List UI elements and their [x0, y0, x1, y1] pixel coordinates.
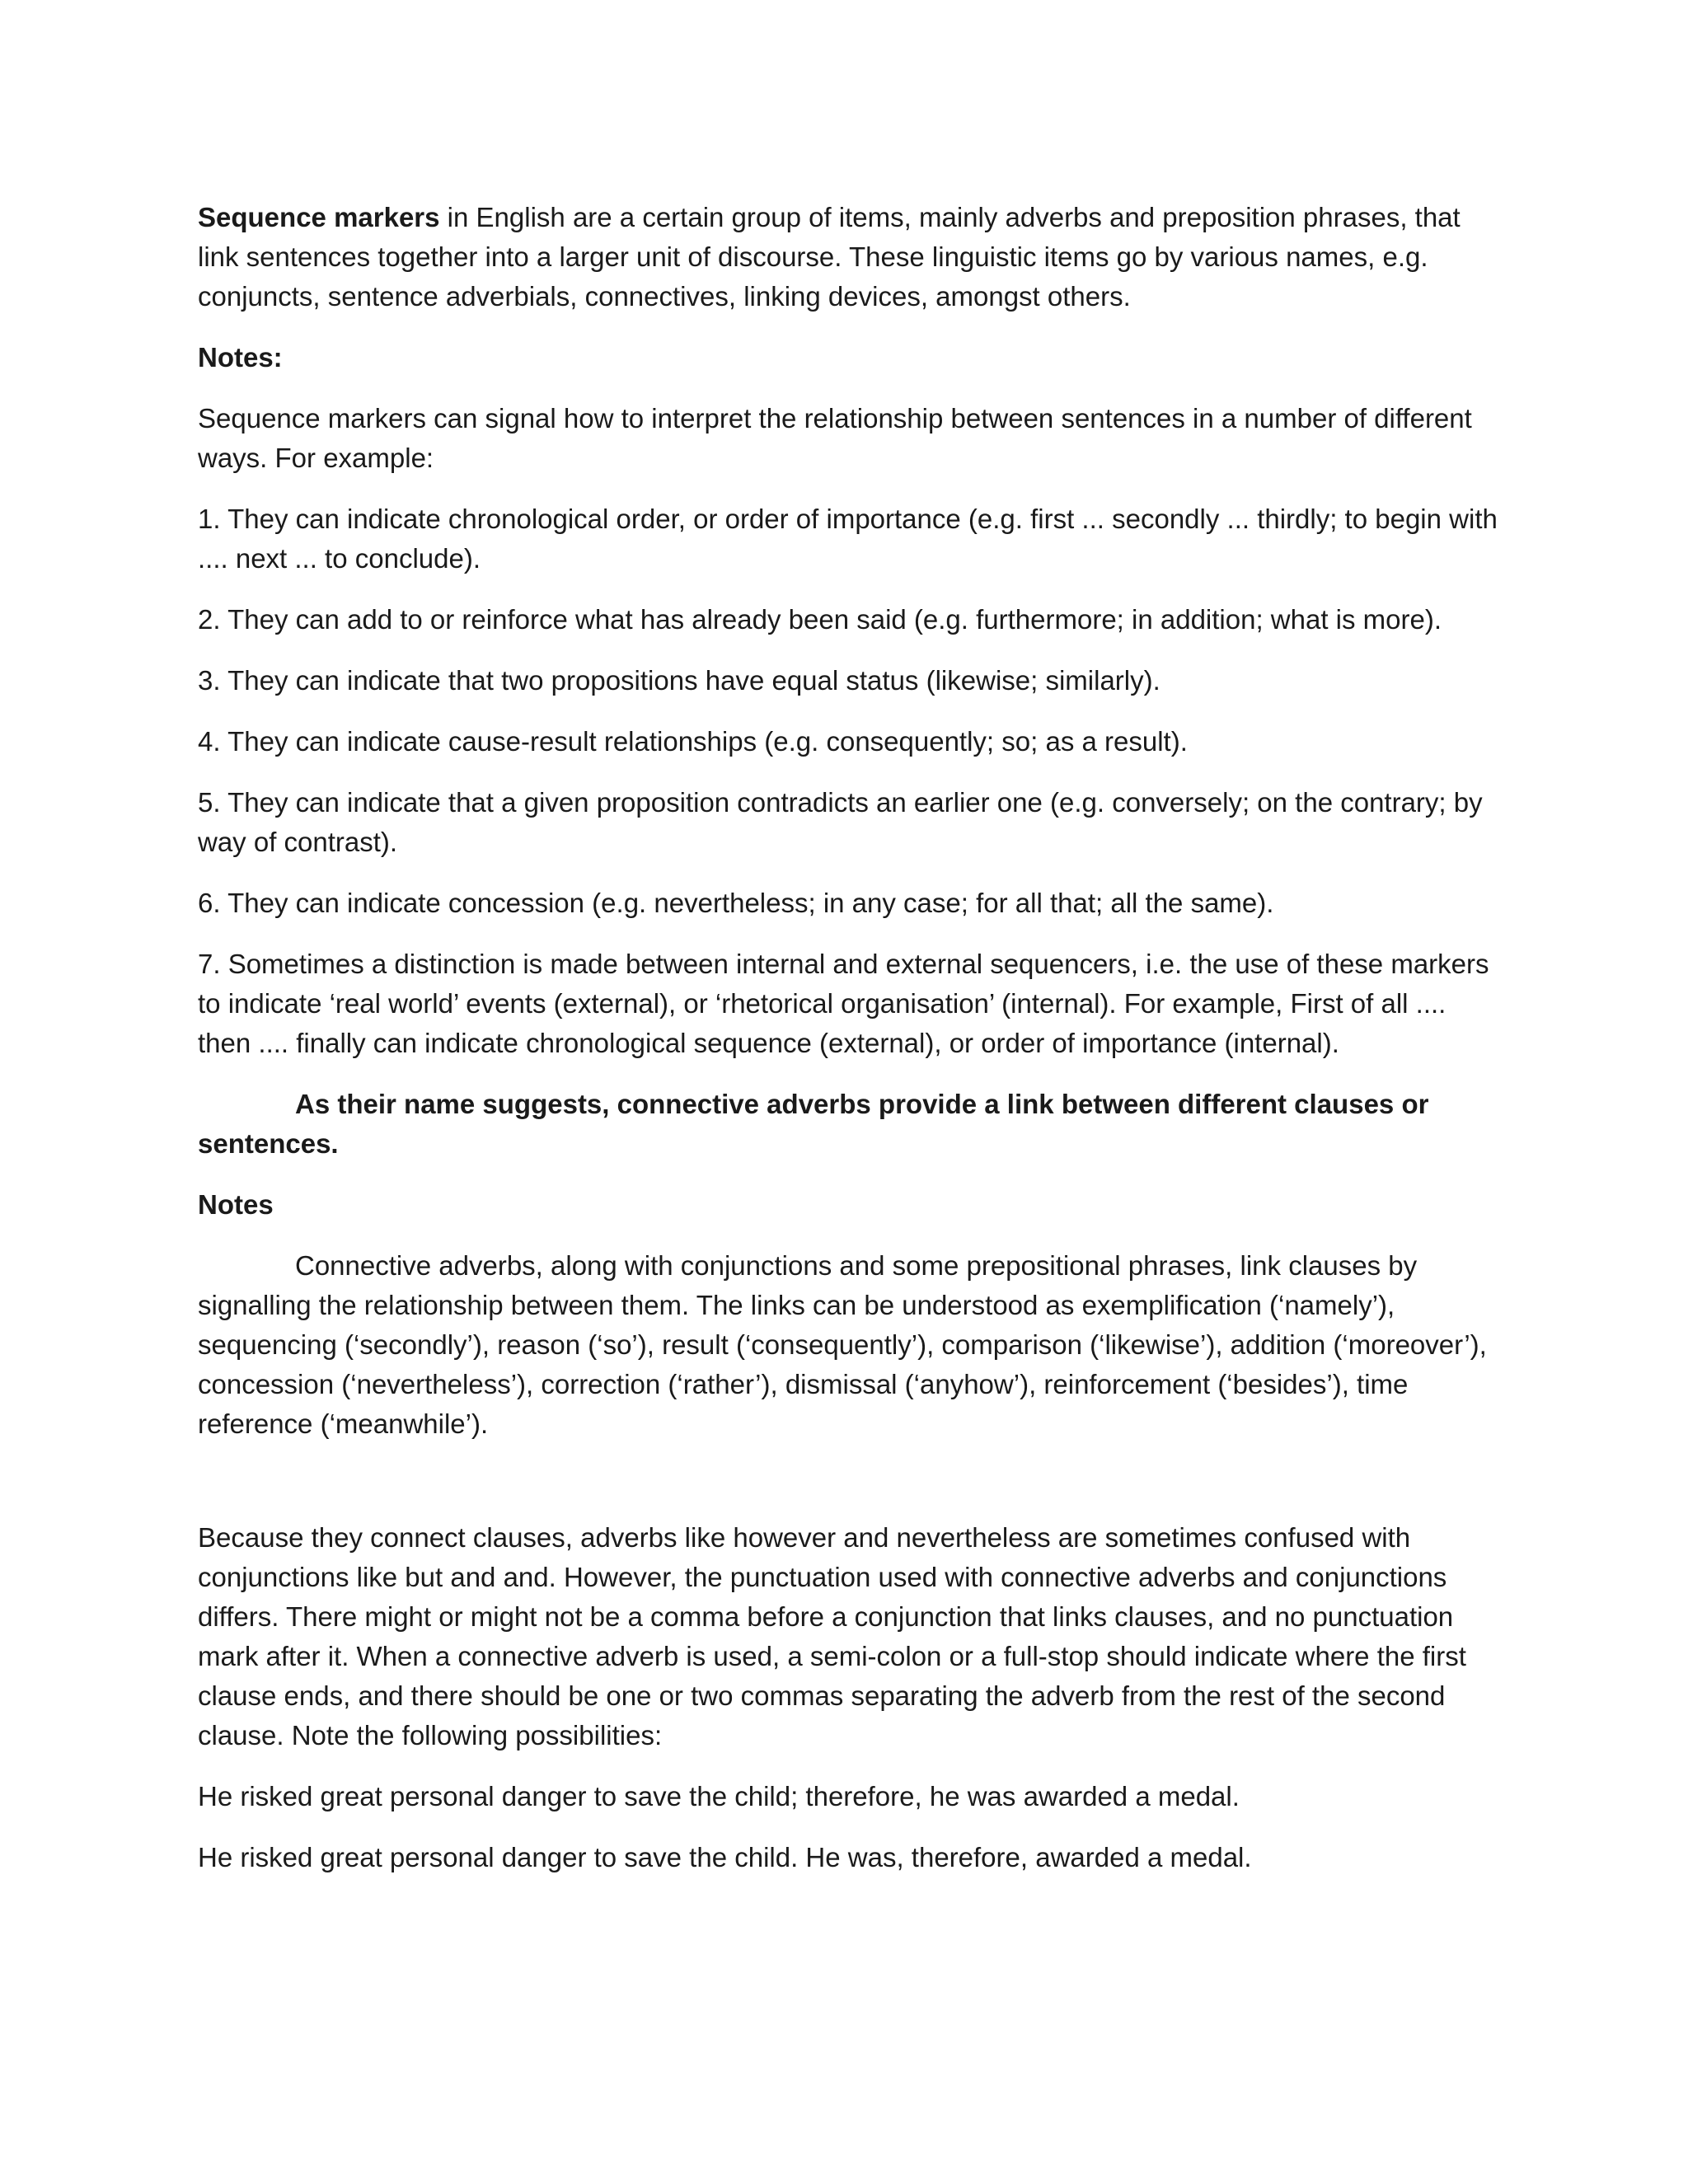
list-item: 6. They can indicate concession (e.g. nevertheless; in any case; for all that; all the same). — [198, 888, 1274, 918]
list-item: 3. They can indicate that two propositions have equal status (likewise; similarly). — [198, 665, 1160, 696]
document-page — [198, 198, 1500, 1899]
example-sentence: He risked great personal danger to save the child; therefore, he was awarded a medal. — [198, 1781, 1240, 1811]
notes-lead-paragraph: Sequence markers can signal how to interpret the relationship between sentences in a number of different ways. For example: — [198, 403, 1472, 473]
list-item: 5. They can indicate that a given proposition contradicts an earlier one (e.g. conversely; on the contrary; by way of contrast). — [198, 787, 1483, 857]
intro-paragraph — [198, 198, 1500, 316]
notes-heading-2: Notes — [198, 1189, 274, 1220]
list-item: 2. They can add to or reinforce what has already been said (e.g. furthermore; in addition; what is more). — [198, 604, 1442, 635]
punctuation-paragraph: Because they connect clauses, adverbs like however and nevertheless are sometimes confused with conjunctions like but and and. However, the punctuation used with connective adverbs and conjunctions differs. There might or might not be a comma before a conjunction that links clauses, and no punctuation mark after it. When a connective adverb is used, a semi-colon or a full-stop should indicate where the first clause ends, and there should be one or two commas separating the adverb from the rest of the second clause. Note the following possibilities: — [198, 1522, 1466, 1750]
connective-adverbs-paragraph: Connective adverbs, along with conjunctions and some prepositional phrases, link clauses by signalling the relationship between them. The links can be understood as exemplification (‘namely’), sequencing (‘secondly’), reason (‘so’), result (‘consequently’), comparison (‘likewise’), addition (‘moreover’), concession (‘nevertheless’), correction (‘rather’), dismissal (‘anyhow’), reinforcement (‘besides’), time reference (‘meanwhile’). — [198, 1250, 1487, 1439]
intro-term: Sequence markers — [198, 202, 440, 232]
notes-heading: Notes: — [198, 342, 283, 373]
list-item: 7. Sometimes a distinction is made between internal and external sequencers, i.e. the use of these markers to indicate ‘real world’ events (external), or ‘rhetorical organisation’ (internal). For example, First of all .... then .... finally can indicate chronological sequence (external), or order of importance (internal). — [198, 949, 1489, 1058]
list-item: 1. They can indicate chronological order, or order of importance (e.g. first ... secondly ... thirdly; to begin with .... next ... to conclude). — [198, 504, 1498, 574]
intro-text: in English are a certain group of items, mainly adverbs and preposition phrases, that link sentences together into a larger unit of discourse. These linguistic items go by various names, e.g. conjuncts, sentence adverbials, connectives, linking devices, amongst others. — [198, 202, 1461, 312]
connective-adverbs-heading: As their name suggests, connective adverbs provide a link between different clauses or sentences. — [198, 1089, 1429, 1159]
list-item: 4. They can indicate cause-result relationships (e.g. consequently; so; as a result). — [198, 726, 1188, 757]
example-sentence: He risked great personal danger to save the child. He was, therefore, awarded a medal. — [198, 1842, 1252, 1872]
